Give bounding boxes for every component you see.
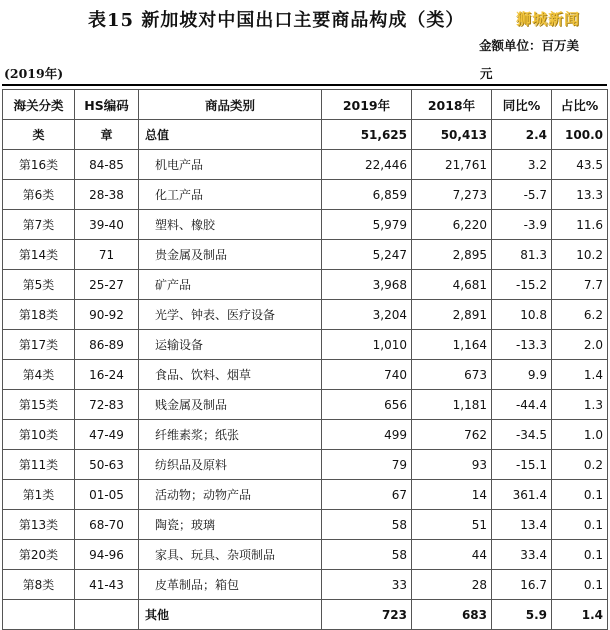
table-row [3, 570, 608, 600]
col-header-yoy: 同比% [492, 90, 552, 120]
cell-hs-code: 68-70 [75, 510, 139, 540]
cell-value-2018: 673 [412, 360, 492, 390]
cell-value-2019: 6,859 [322, 180, 412, 210]
cell-value-2019: 58 [322, 540, 412, 570]
cell-yoy: 5.9 [492, 600, 552, 630]
cell-value-2019: 3,204 [322, 300, 412, 330]
cell-yoy: -3.9 [492, 210, 552, 240]
cell-value-2018: 4,681 [412, 270, 492, 300]
table-row [3, 300, 608, 330]
table-row [3, 420, 608, 450]
cell-category: 活动物；动物产品 [139, 480, 322, 510]
cell-share: 43.5 [552, 150, 608, 180]
cell-class: 第5类 [3, 270, 75, 300]
cell-share: 11.6 [552, 210, 608, 240]
unit-label-wrap: 元 [480, 66, 493, 81]
cell-share: 0.2 [552, 450, 608, 480]
cell-hs-code: 39-40 [75, 210, 139, 240]
unit-label: 金额单位：百万美 [479, 38, 580, 53]
cell-hs-code: 25-27 [75, 270, 139, 300]
cell-share: 1.4 [552, 360, 608, 390]
table-row [3, 330, 608, 360]
cell-value-2018: 14 [412, 480, 492, 510]
cell-yoy: 13.4 [492, 510, 552, 540]
export-table [2, 89, 608, 630]
cell-yoy: -34.5 [492, 420, 552, 450]
cell-class [3, 600, 75, 630]
cell-yoy: 81.3 [492, 240, 552, 270]
cell-hs-code: 28-38 [75, 180, 139, 210]
cell-category: 其他 [139, 600, 322, 630]
cell-share: 13.3 [552, 180, 608, 210]
cell-category: 纤维素浆；纸张 [139, 420, 322, 450]
cell-category: 纺织品及原料 [139, 450, 322, 480]
cell-category: 运输设备 [139, 330, 322, 360]
cell-category: 皮革制品；箱包 [139, 570, 322, 600]
cell-class: 第14类 [3, 240, 75, 270]
cell-category: 家具、玩具、杂项制品 [139, 540, 322, 570]
cell-yoy: 33.4 [492, 540, 552, 570]
cell-yoy: 361.4 [492, 480, 552, 510]
cell-value-2018: 44 [412, 540, 492, 570]
cell-category: 机电产品 [139, 150, 322, 180]
col-header-2019: 2019年 [322, 90, 412, 120]
cell-yoy: -13.3 [492, 330, 552, 360]
cell-value-2018: 50,413 [412, 120, 492, 150]
cell-value-2019: 33 [322, 570, 412, 600]
cell-value-2019: 1,010 [322, 330, 412, 360]
cell-category: 食品、饮料、烟草 [139, 360, 322, 390]
cell-value-2019: 22,446 [322, 150, 412, 180]
cell-hs-code: 47-49 [75, 420, 139, 450]
table-row [3, 210, 608, 240]
cell-class: 第7类 [3, 210, 75, 240]
cell-hs-code: 90-92 [75, 300, 139, 330]
year-label: (2019年) [4, 66, 64, 81]
watermark-logo: 狮城新闻 [516, 10, 581, 28]
cell-value-2019: 656 [322, 390, 412, 420]
col-header-2018: 2018年 [412, 90, 492, 120]
cell-yoy: -15.2 [492, 270, 552, 300]
cell-category: 贱金属及制品 [139, 390, 322, 420]
cell-value-2019: 58 [322, 510, 412, 540]
cell-class: 第17类 [3, 330, 75, 360]
cell-yoy: 3.2 [492, 150, 552, 180]
cell-share: 1.3 [552, 390, 608, 420]
cell-category: 总值 [139, 120, 322, 150]
cell-value-2018: 7,273 [412, 180, 492, 210]
cell-share: 0.1 [552, 480, 608, 510]
cell-hs-code: 16-24 [75, 360, 139, 390]
table-row [3, 270, 608, 300]
cell-class: 类 [3, 120, 75, 150]
cell-value-2019: 5,979 [322, 210, 412, 240]
cell-hs-code [75, 600, 139, 630]
table-row [3, 360, 608, 390]
cell-value-2018: 762 [412, 420, 492, 450]
cell-hs-code: 84-85 [75, 150, 139, 180]
cell-class: 第20类 [3, 540, 75, 570]
cell-category: 贵金属及制品 [139, 240, 322, 270]
cell-class: 第18类 [3, 300, 75, 330]
cell-class: 第13类 [3, 510, 75, 540]
table-row [3, 180, 608, 210]
cell-share: 2.0 [552, 330, 608, 360]
cell-value-2018: 28 [412, 570, 492, 600]
cell-share: 10.2 [552, 240, 608, 270]
cell-yoy: 16.7 [492, 570, 552, 600]
table-row [3, 450, 608, 480]
cell-class: 第4类 [3, 360, 75, 390]
table-row [3, 150, 608, 180]
col-header-share: 占比% [552, 90, 608, 120]
cell-hs-code: 86-89 [75, 330, 139, 360]
cell-value-2018: 6,220 [412, 210, 492, 240]
cell-value-2019: 51,625 [322, 120, 412, 150]
cell-category: 化工产品 [139, 180, 322, 210]
cell-share: 0.1 [552, 570, 608, 600]
col-header-hs: HS编码 [75, 90, 139, 120]
cell-category: 塑料、橡胶 [139, 210, 322, 240]
header-row [3, 90, 608, 120]
top-rule [2, 84, 607, 86]
cell-yoy: -44.4 [492, 390, 552, 420]
table-row [3, 510, 608, 540]
table-row [3, 240, 608, 270]
cell-yoy: -5.7 [492, 180, 552, 210]
cell-value-2018: 1,181 [412, 390, 492, 420]
cell-value-2018: 51 [412, 510, 492, 540]
cell-value-2019: 67 [322, 480, 412, 510]
cell-class: 第1类 [3, 480, 75, 510]
table-row [3, 540, 608, 570]
cell-yoy: 2.4 [492, 120, 552, 150]
cell-share: 0.1 [552, 510, 608, 540]
cell-share: 100.0 [552, 120, 608, 150]
cell-value-2018: 93 [412, 450, 492, 480]
cell-value-2019: 79 [322, 450, 412, 480]
cell-value-2019: 3,968 [322, 270, 412, 300]
table-row [3, 390, 608, 420]
cell-category: 矿产品 [139, 270, 322, 300]
cell-class: 第16类 [3, 150, 75, 180]
cell-class: 第11类 [3, 450, 75, 480]
cell-value-2018: 21,761 [412, 150, 492, 180]
cell-hs-code: 41-43 [75, 570, 139, 600]
cell-share: 7.7 [552, 270, 608, 300]
cell-yoy: 9.9 [492, 360, 552, 390]
total-row [3, 120, 608, 150]
cell-value-2019: 723 [322, 600, 412, 630]
cell-hs-code: 01-05 [75, 480, 139, 510]
cell-hs-code: 94-96 [75, 540, 139, 570]
cell-class: 第6类 [3, 180, 75, 210]
cell-value-2019: 740 [322, 360, 412, 390]
cell-value-2018: 1,164 [412, 330, 492, 360]
cell-value-2019: 499 [322, 420, 412, 450]
cell-hs-code: 50-63 [75, 450, 139, 480]
cell-value-2018: 2,895 [412, 240, 492, 270]
cell-share: 0.1 [552, 540, 608, 570]
table-title: 表15 新加坡对中国出口主要商品构成（类） [88, 10, 465, 31]
cell-hs-code: 71 [75, 240, 139, 270]
other-row [3, 600, 608, 630]
cell-value-2019: 5,247 [322, 240, 412, 270]
cell-value-2018: 2,891 [412, 300, 492, 330]
cell-hs-code: 章 [75, 120, 139, 150]
cell-class: 第8类 [3, 570, 75, 600]
cell-yoy: 10.8 [492, 300, 552, 330]
cell-hs-code: 72-83 [75, 390, 139, 420]
cell-class: 第10类 [3, 420, 75, 450]
cell-value-2018: 683 [412, 600, 492, 630]
col-header-category: 商品类别 [139, 90, 322, 120]
cell-category: 陶瓷；玻璃 [139, 510, 322, 540]
cell-yoy: -15.1 [492, 450, 552, 480]
cell-category: 光学、钟表、医疗设备 [139, 300, 322, 330]
cell-share: 1.0 [552, 420, 608, 450]
table-row [3, 480, 608, 510]
cell-class: 第15类 [3, 390, 75, 420]
col-header-class: 海关分类 [3, 90, 75, 120]
cell-share: 6.2 [552, 300, 608, 330]
cell-share: 1.4 [552, 600, 608, 630]
